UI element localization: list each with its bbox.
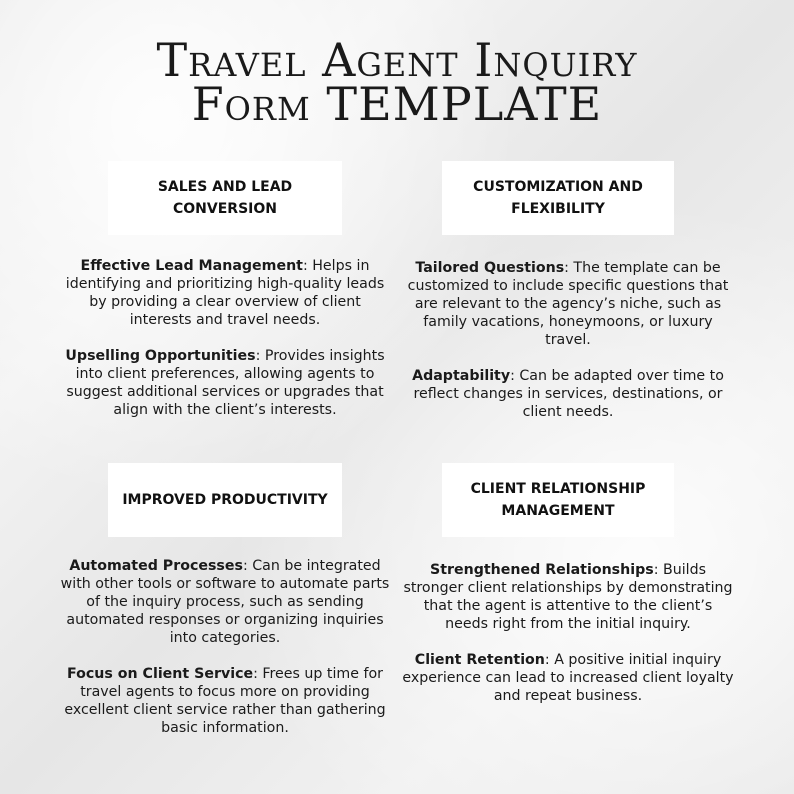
paragraph-strengthened-relationships — [402, 561, 734, 633]
text-strengthened-relationships: : Builds stronger client relationships by demonstrating that the agent is attentive to the client’s needs right from the initial inquiry. — [403, 562, 733, 632]
term-adaptability: Adaptability — [412, 368, 511, 384]
term-tailored-questions: Tailored Questions — [415, 260, 565, 276]
text-tailored-questions: : The template can be customized to include specific questions that are relevant to the agency’s niche, such as family vacations, honeymoons, or luxury travel. — [407, 260, 729, 348]
text-upselling-opportunities: : Provides insights into client preferences, allowing agents to suggest additional services or upgrades that align with the client’s interests. — [66, 348, 385, 418]
section-body-relationship — [402, 561, 734, 723]
text-adaptability: : Can be adapted over time to reflect changes in services, destinations, or client needs. — [413, 368, 724, 420]
section-body-sales — [62, 257, 388, 437]
section-body-productivity — [56, 557, 394, 755]
section-heading-relationship — [442, 463, 674, 537]
term-strengthened-relationships: Strengthened Relationships — [430, 562, 654, 578]
paragraph-tailored-questions — [402, 259, 734, 349]
text-client-retention: : A positive initial inquiry experience can lead to increased client loyalty and repeat business. — [402, 652, 734, 704]
page-title-line-2: Form TEMPLATE — [191, 77, 603, 131]
term-automated-processes: Automated Processes — [69, 558, 243, 574]
page-title-line-1: Travel Agent Inquiry — [156, 33, 638, 87]
section-heading-customization-text: CUSTOMIZATION AND FLEXIBILITY — [473, 179, 643, 217]
term-effective-lead-management: Effective Lead Management — [80, 258, 303, 274]
paragraph-upselling-opportunities — [62, 347, 388, 419]
paragraph-automated-processes — [56, 557, 394, 647]
section-body-customization — [402, 259, 734, 439]
section-heading-customization — [442, 161, 674, 235]
section-heading-relationship-text: CLIENT RELATIONSHIP MANAGEMENT — [470, 481, 646, 519]
paragraph-client-retention — [402, 651, 734, 705]
section-heading-productivity-text: IMPROVED PRODUCTIVITY — [122, 492, 328, 508]
term-client-retention: Client Retention — [414, 652, 545, 668]
paragraph-adaptability — [402, 367, 734, 421]
term-upselling-opportunities: Upselling Opportunities — [65, 348, 256, 364]
text-focus-on-client-service: : Frees up time for travel agents to focus more on providing excellent client service rather than gathering basic information. — [64, 666, 386, 736]
section-heading-sales — [108, 161, 342, 235]
section-heading-sales-text: SALES AND LEAD CONVERSION — [157, 179, 293, 217]
paragraph-effective-lead-management — [62, 257, 388, 329]
text-effective-lead-management: : Helps in identifying and prioritizing high-quality leads by providing a clear overview of client interests and travel needs. — [65, 258, 385, 328]
paragraph-focus-on-client-service — [56, 665, 394, 737]
term-focus-on-client-service: Focus on Client Service — [67, 666, 254, 682]
page-title — [0, 33, 794, 131]
section-heading-productivity — [108, 463, 342, 537]
text-automated-processes: : Can be integrated with other tools or software to automate parts of the inquiry process, such as sending automated responses or organizing inquiries into categories. — [60, 558, 390, 646]
